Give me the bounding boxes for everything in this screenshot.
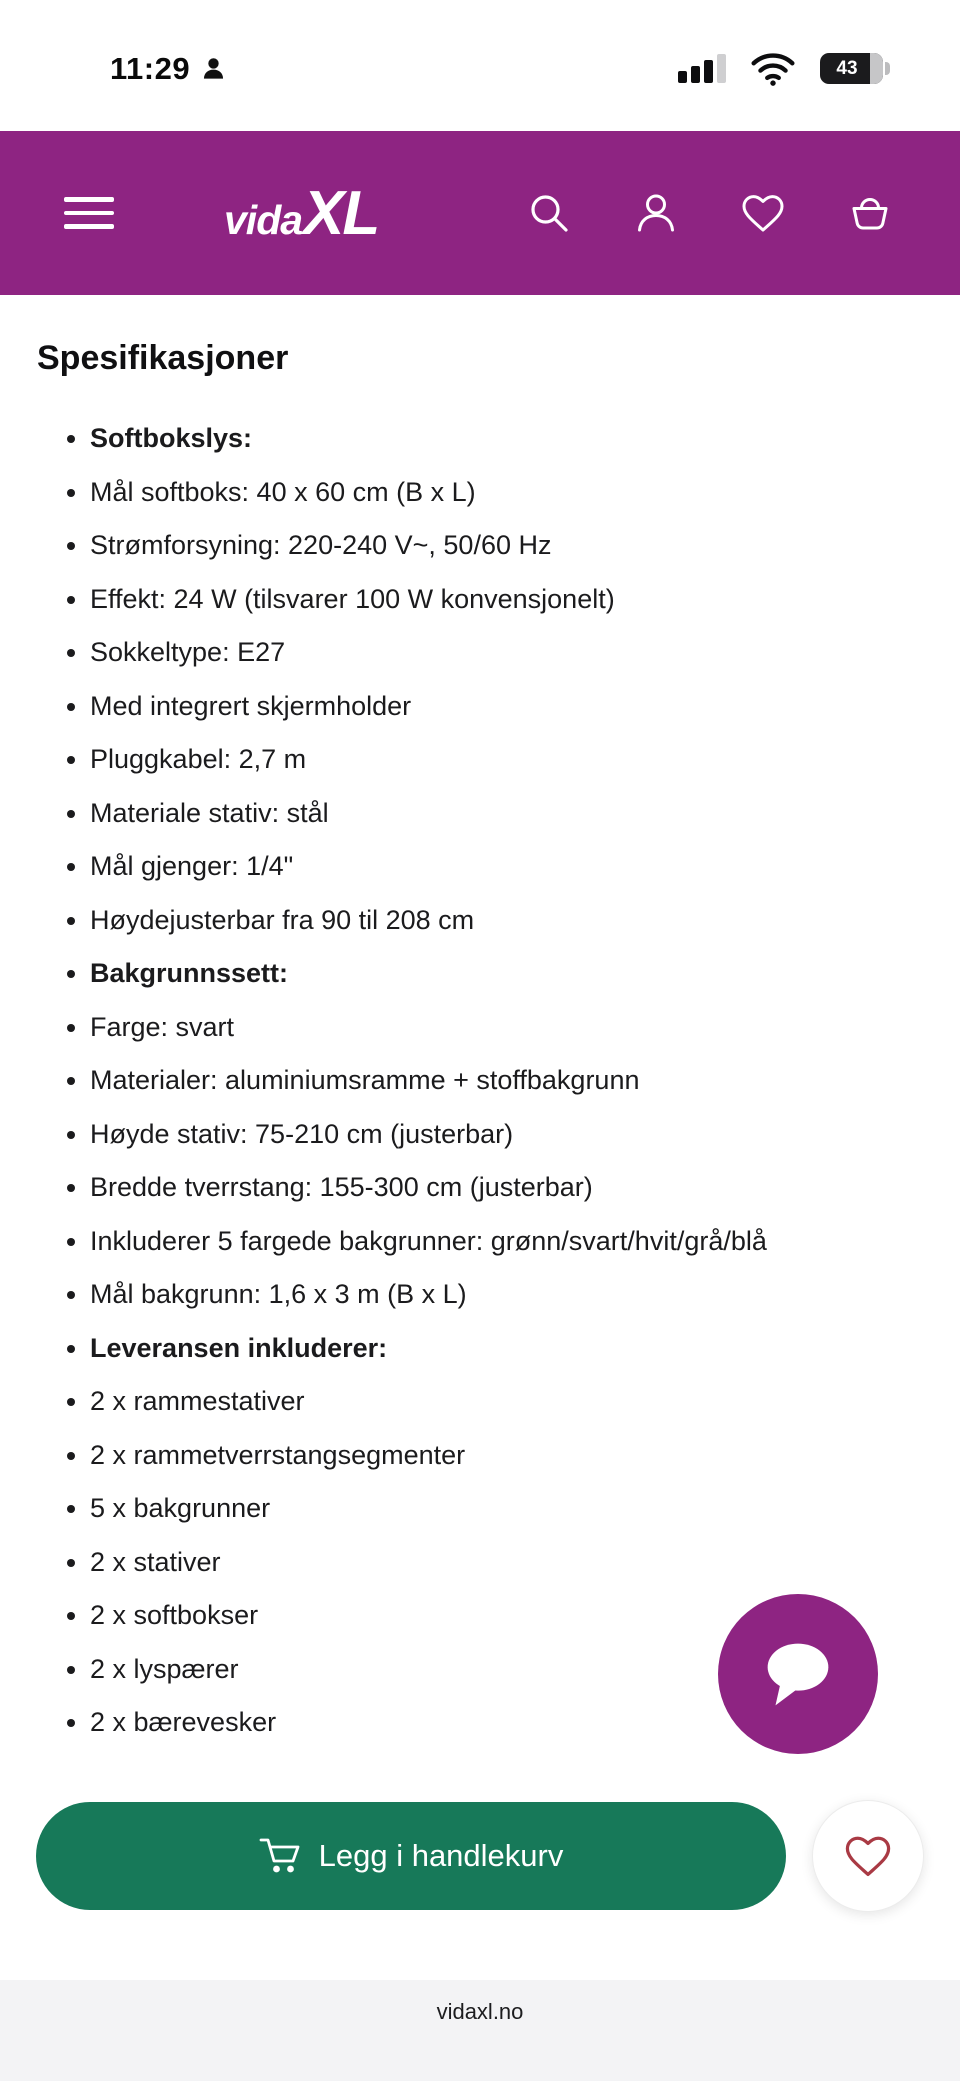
sticky-cart-bar xyxy=(0,1792,960,1920)
vidaxl-logo[interactable] xyxy=(224,178,378,249)
menu-icon[interactable] xyxy=(64,197,114,229)
spec-item: • Mål softboks: 40 x 60 cm (B x L) xyxy=(90,466,810,520)
spec-item: • Høyde stativ: 75-210 cm (justerbar) xyxy=(90,1108,810,1162)
spec-item: • 2 x stativer xyxy=(90,1536,810,1590)
cellular-signal-icon xyxy=(678,54,726,83)
favorite-button[interactable] xyxy=(812,1800,924,1912)
spec-item: • Farge: svart xyxy=(90,1001,810,1055)
browser-address-bar[interactable] xyxy=(0,1980,960,2081)
spec-item: • 2 x rammestativer xyxy=(90,1375,810,1429)
add-to-cart-button[interactable] xyxy=(36,1802,786,1910)
chat-bubble-icon xyxy=(751,1627,845,1721)
spec-item: • Høydejusterbar fra 90 til 208 cm xyxy=(90,894,810,948)
spec-item: • Sokkeltype: E27 xyxy=(90,626,810,680)
spec-item: • 2 x bærevesker xyxy=(90,1696,810,1750)
logo-text-vida: vida xyxy=(224,196,303,243)
wifi-icon xyxy=(750,52,796,86)
battery-remaining xyxy=(870,53,883,84)
chat-fab[interactable] xyxy=(718,1594,878,1754)
header-icons xyxy=(525,189,894,237)
spec-item: • Strømforsyning: 220-240 V~, 50/60 Hz xyxy=(90,519,810,573)
spec-item: • Materialer: aluminiumsramme + stoffbakgrunn xyxy=(90,1054,810,1108)
spec-item: • 5 x bakgrunner xyxy=(90,1482,810,1536)
specs-title: Spesifikasjoner xyxy=(37,339,289,377)
spec-item: • Effekt: 24 W (tilsvarer 100 W konvensjonelt) xyxy=(90,573,810,627)
spec-item: • Med integrert skjermholder xyxy=(90,680,810,734)
status-bar xyxy=(0,0,960,131)
add-to-cart-label: Legg i handlekurv xyxy=(318,1838,564,1873)
wishlist-heart-icon[interactable] xyxy=(739,189,787,237)
spec-item: • Bakgrunnssett: xyxy=(90,947,810,1001)
url-domain: vidaxl.no xyxy=(436,1999,524,2024)
spec-item: • Bredde tverrstang: 155-300 cm (justerbar) xyxy=(90,1161,810,1215)
battery-percentage: 43 xyxy=(836,57,858,79)
spec-item: • Pluggkabel: 2,7 m xyxy=(90,733,810,787)
spec-item: • 2 x rammetverrstangsegmenter xyxy=(90,1429,810,1483)
spec-item: • Mål bakgrunn: 1,6 x 3 m (B x L) xyxy=(90,1268,810,1322)
heart-icon xyxy=(842,1830,894,1882)
spec-item: • Softbokslys: xyxy=(90,412,810,466)
spec-item: • Mål gjenger: 1/4" xyxy=(90,840,810,894)
battery-nub xyxy=(885,62,890,75)
cart-icon xyxy=(259,1836,303,1876)
logo-text-xl: XL xyxy=(303,178,379,248)
spec-item: • Inkluderer 5 fargede bakgrunner: grønn/svart/hvit/grå/blå xyxy=(90,1215,810,1269)
app-header xyxy=(0,131,960,295)
search-icon[interactable] xyxy=(525,189,573,237)
clock: 11:29 xyxy=(110,50,191,86)
spec-item: • 2 x softbokser xyxy=(90,1589,810,1643)
spec-item: • Leveransen inkluderer: xyxy=(90,1322,810,1376)
spec-item: • Materiale stativ: stål xyxy=(90,787,810,841)
battery-icon xyxy=(820,53,890,84)
spec-item: • 2 x lyspærer xyxy=(90,1643,810,1697)
account-icon[interactable] xyxy=(632,189,680,237)
basket-icon[interactable] xyxy=(846,189,894,237)
person-icon xyxy=(200,55,227,82)
